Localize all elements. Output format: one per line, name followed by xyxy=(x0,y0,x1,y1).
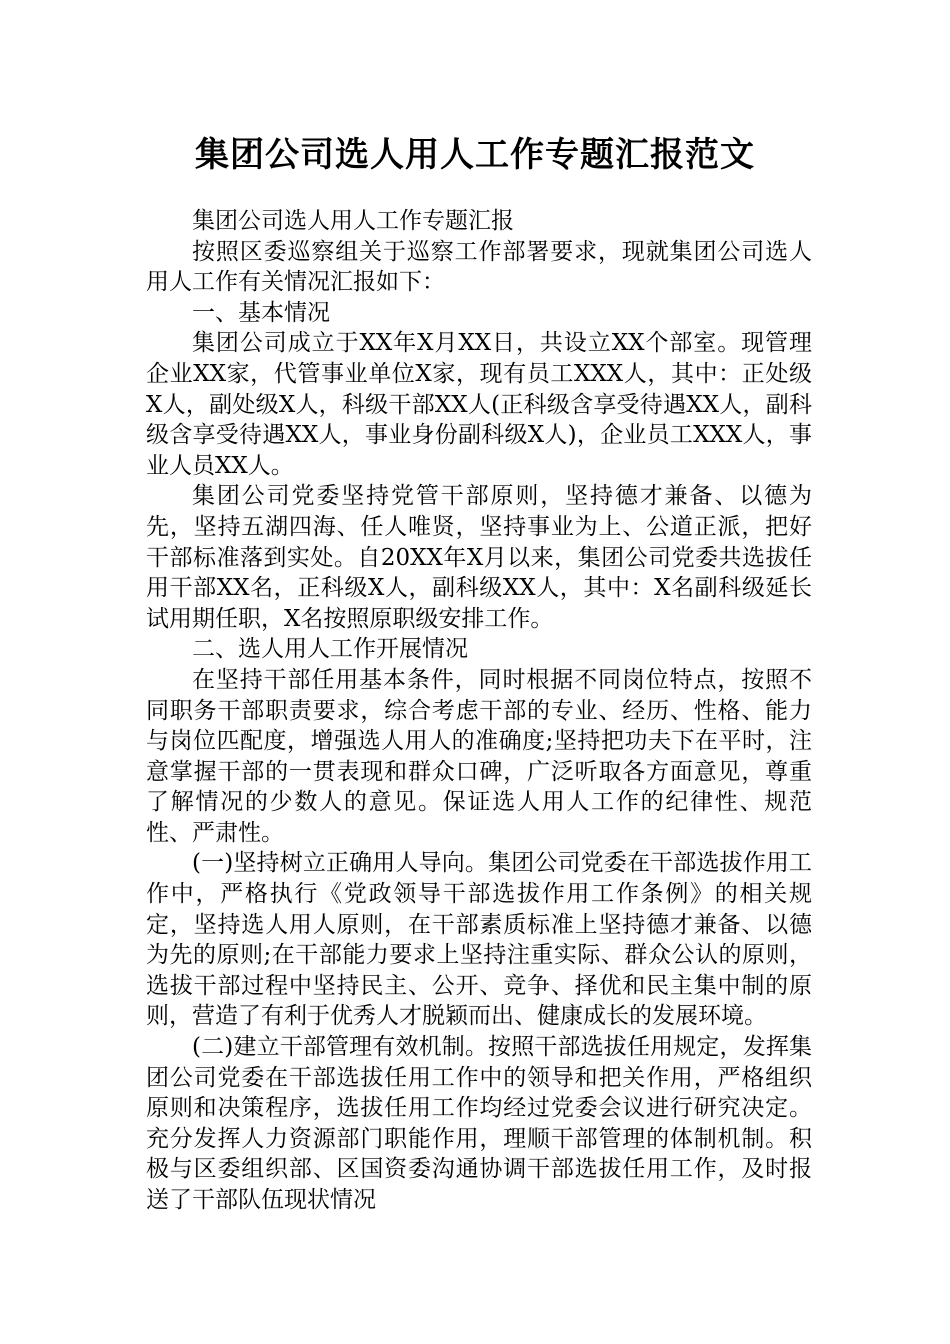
paragraph-principles: 集团公司党委坚持党管干部原则，坚持德才兼备、以德为先，坚持五湖四海、任人唯贤，坚持事业为上、公道正派，把好干部标准落到实处。自20XX年X月以来，集团公司党委共选拔任用干部XX名，正科级X人，副科级XX人，其中：X名副科级延长试用期任职，X名按照原职级安排工作。 xyxy=(146,483,812,632)
section-heading-basic: 一、基本情况 xyxy=(192,299,330,326)
paragraph-basic-facts: 集团公司成立于XX年X月XX日，共设立XX个部室。现管理企业XX家，代管事业单位X家，现有员工XXX人，其中：正处级X人，副处级X人，科级干部XX人(正科级含享受待遇XX人，副科级含享受待遇XX人，事业身份副科级X人)，企业员工XXX人，事业人员XX人。 xyxy=(146,330,812,479)
document-title: 集团公司选人用人工作专题汇报范文 xyxy=(195,135,755,175)
section-heading-progress: 二、选人用人工作开展情况 xyxy=(192,636,468,663)
paragraph-item-one: (一)坚持树立正确用人导向。集团公司党委在干部选拔作用工作中，严格执行《党政领导干部选拔作用工作条例》的相关规定，坚持选人用人原则，在干部素质标准上坚持德才兼备、以德为先的原则;在干部能力要求上坚持注重实际、群众公认的原则，选拔干部过程中坚持民主、公开、竞争、择优和民主集中制的原则，营造了有利于优秀人才脱颖而出、健康成长的发展环境。 xyxy=(146,850,812,1030)
paragraph-item-two: (二)建立干部管理有效机制。按照干部选拔任用规定，发挥集团公司党委在干部选拔任用工作中的领导和把关作用，严格组织原则和决策程序，选拔任用工作均经过党委会议进行研究决定。充分发挥人力资源部门职能作用，理顺干部管理的体制机制。积极与区委组织部、区国资委沟通协调干部选拔任用工作，及时报送了干部队伍现状情况 xyxy=(146,1034,812,1213)
paragraph-report-heading: 集团公司选人用人工作专题汇报 xyxy=(192,208,514,234)
paragraph-progress: 在坚持干部任用基本条件，同时根据不同岗位特点，按照不同职务干部职责要求，综合考虑干部的专业、经历、性格、能力与岗位匹配度，增强选人用人的准确度;坚持把功夫下在平时，注意掌握干部的一贯表现和群众口碑，广泛听取各方面意见，尊重了解情况的少数人的意见。保证选人用人工作的纪律性、规范性、严肃性。 xyxy=(146,666,812,846)
document-body xyxy=(146,206,812,1216)
paragraph-intro: 按照区委巡察组关于巡察工作部署要求，现就集团公司选人用人工作有关情况汇报如下： xyxy=(146,238,812,296)
